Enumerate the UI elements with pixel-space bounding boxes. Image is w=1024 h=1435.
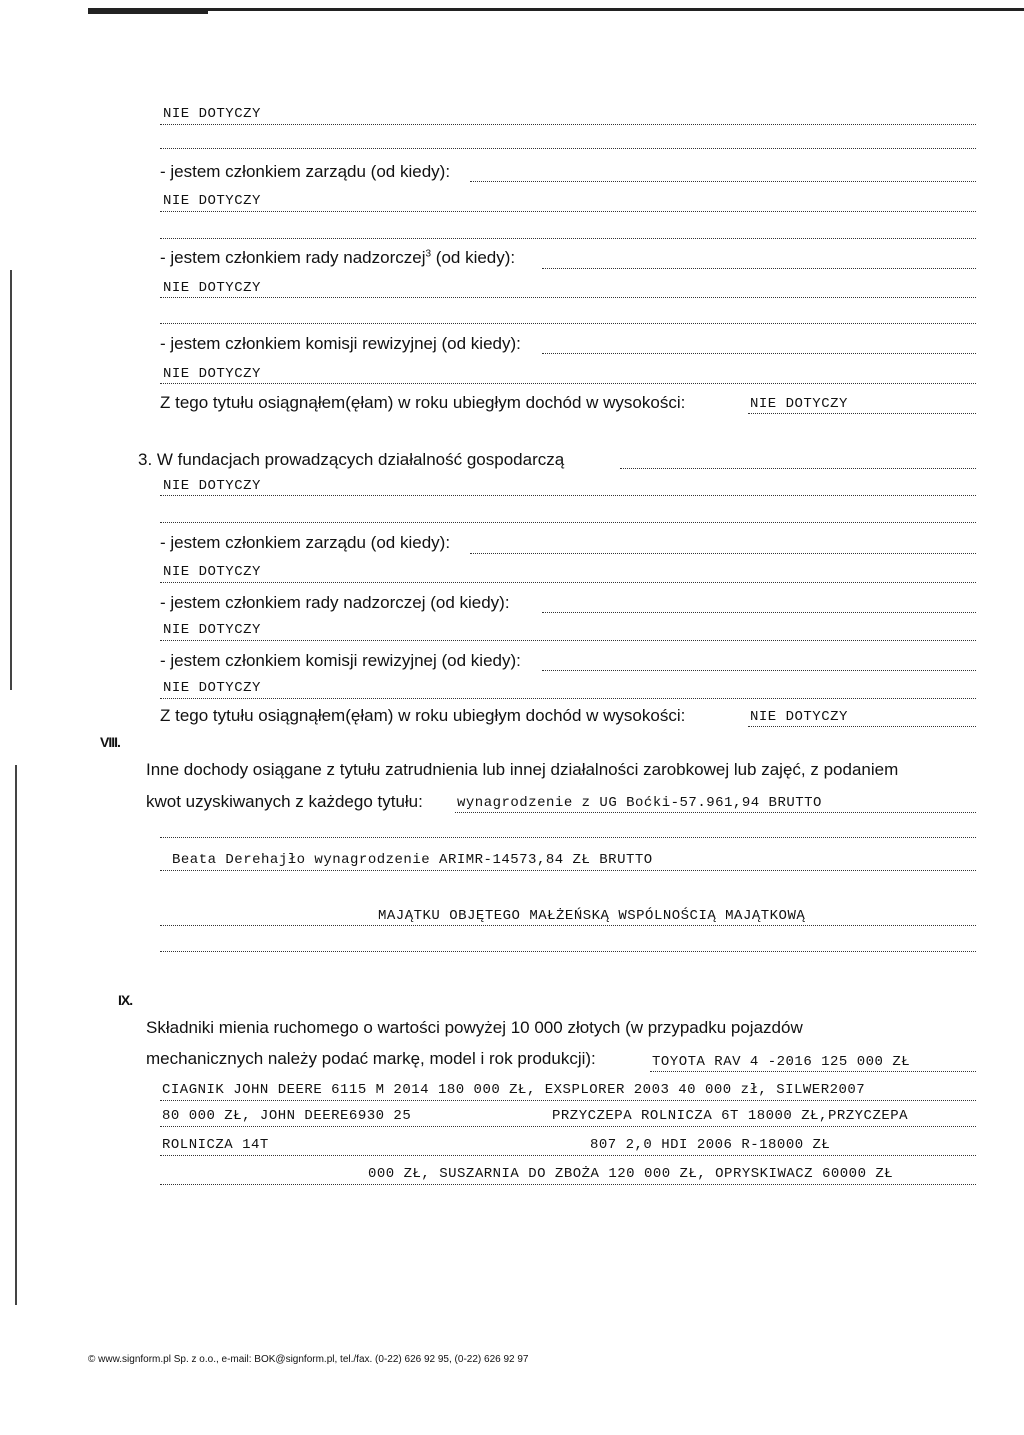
value-text: NIE DOTYCZY (163, 106, 261, 122)
dotted-line (542, 353, 976, 354)
dotted-line (160, 640, 976, 641)
dotted-line (160, 837, 976, 838)
value-text: NIE DOTYCZY (163, 280, 261, 296)
dotted-line (470, 553, 976, 554)
section-3-heading: 3. W fundacjach prowadzących działalność gospodarczą (138, 450, 565, 469)
value-text: 807 2,0 HDI 2006 R-18000 ZŁ (590, 1137, 831, 1153)
value-text: TOYOTA RAV 4 -2016 125 000 ZŁ (652, 1054, 911, 1070)
value-text: NIE DOTYCZY (163, 564, 261, 580)
income-label: Z tego tytułu osiągnąłem(ęłam) w roku ubiegłym dochód w wysokości: (160, 706, 686, 725)
scan-top-edge (88, 8, 1024, 11)
dotted-line (160, 582, 976, 583)
dotted-line (542, 612, 976, 613)
dotted-line (160, 1155, 976, 1156)
dotted-line (160, 522, 976, 523)
value-text: NIE DOTYCZY (163, 478, 261, 494)
dotted-line (160, 211, 976, 212)
footer-copyright: © www.signform.pl Sp. z o.o., e-mail: BOK@signform.pl, tel./fax. (0-22) 626 92 95, (0-22) 626 92 97 (88, 1354, 529, 1365)
value-text: NIE DOTYCZY (163, 622, 261, 638)
field-label: - jestem członkiem rady nadzorczej$^3$ (od kiedy): (160, 248, 516, 267)
field-label: - jestem członkiem komisji rewizyjnej (od kiedy): (160, 334, 521, 353)
field-label: - jestem członkiem komisji rewizyjnej (od kiedy): (160, 651, 521, 670)
dotted-line (160, 698, 976, 699)
dotted-line (160, 1100, 976, 1101)
field-label: - jestem członkiem zarządu (od kiedy): (160, 162, 451, 181)
dotted-line (748, 726, 976, 727)
dotted-line (455, 812, 976, 813)
section-9-numeral: IX. (118, 992, 133, 1008)
income-value: NIE DOTYCZY (750, 709, 848, 725)
value-text: ROLNICZA 14T (162, 1137, 269, 1153)
dotted-line (160, 495, 976, 496)
section-8-numeral: VIII. (100, 734, 120, 750)
value-text: wynagrodzenie z UG Boćki-57.961,94 BRUTTO (457, 795, 822, 811)
dotted-line (542, 268, 976, 269)
value-text: NIE DOTYCZY (163, 193, 261, 209)
value-text: MAJĄTKU OBJĘTEGO MAŁŻEŃSKĄ WSPÓLNOŚCIĄ MAJĄTKOWĄ (378, 908, 806, 924)
dotted-line (160, 323, 976, 324)
income-label: Z tego tytułu osiągnąłem(ęłam) w roku ubiegłym dochód w wysokości: (160, 393, 686, 412)
scan-top-edge-accent (88, 11, 208, 14)
dotted-line (160, 124, 976, 125)
dotted-line (160, 925, 976, 926)
dotted-line (160, 1184, 976, 1185)
dotted-line (160, 951, 976, 952)
section-8-line1: Inne dochody osiągane z tytułu zatrudnienia lub innej działalności zarobkowej lub zajęć, z podaniem (146, 760, 899, 779)
value-text: 000 ZŁ, SUSZARNIA DO ZBOŻA 120 000 ZŁ, OPRYSKIWACZ 60000 ZŁ (368, 1166, 894, 1182)
value-text: NIE DOTYCZY (163, 680, 261, 696)
income-value: NIE DOTYCZY (750, 396, 848, 412)
dotted-line (160, 383, 976, 384)
field-label: - jestem członkiem zarządu (od kiedy): (160, 533, 451, 552)
scan-margin-line-lower (15, 765, 17, 1305)
field-label: - jestem członkiem rady nadzorczej (od kiedy): (160, 593, 510, 612)
value-text: NIE DOTYCZY (163, 366, 261, 382)
value-text: CIAGNIK JOHN DEERE 6115 M 2014 180 000 ZŁ, EXSPLORER 2003 40 000 zł, SILWER2007 (162, 1082, 866, 1098)
dotted-line (470, 181, 976, 182)
scan-margin-line (10, 270, 12, 690)
section-9-line2: mechanicznych należy podać markę, model i rok produkcji): (146, 1049, 596, 1068)
dotted-line (160, 148, 976, 149)
dotted-line (160, 870, 976, 871)
section-9-line1: Składniki mienia ruchomego o wartości powyżej 10 000 złotych (w przypadku pojazdów (146, 1018, 803, 1037)
dotted-line (160, 297, 976, 298)
value-text: PRZYCZEPA ROLNICZA 6T 18000 ZŁ,PRZYCZEPA (552, 1108, 909, 1124)
value-text: 80 000 ZŁ, JOHN DEERE6930 25 (162, 1108, 412, 1124)
dotted-line (748, 413, 976, 414)
section-8-line2: kwot uzyskiwanych z każdego tytułu: (146, 792, 423, 811)
dotted-line (542, 670, 976, 671)
dotted-line (160, 1126, 976, 1127)
dotted-line (650, 1071, 976, 1072)
value-text: Beata Derehajło wynagrodzenie ARIMR-14573,84 ZŁ BRUTTO (172, 852, 653, 868)
dotted-line (620, 468, 976, 469)
dotted-line (160, 238, 976, 239)
